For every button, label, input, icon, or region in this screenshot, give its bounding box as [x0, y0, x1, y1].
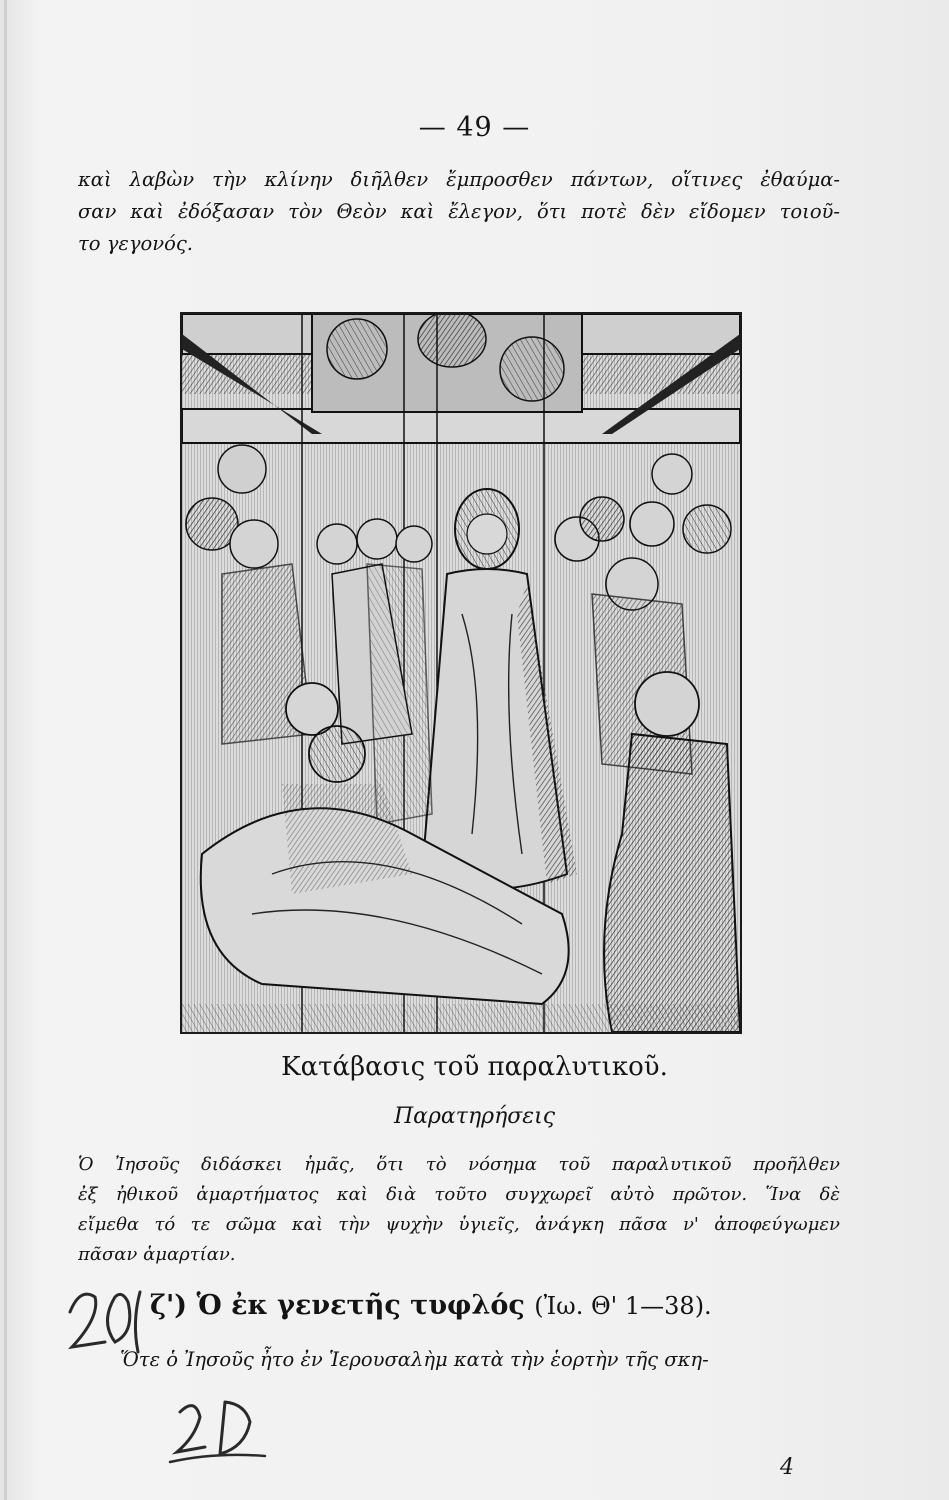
- roof-figure-3: [500, 337, 564, 401]
- paralytic-head: [309, 726, 365, 782]
- crowd-head-8: [580, 497, 624, 541]
- crowd-head-3: [230, 520, 278, 568]
- intro-line-2: σαν καὶ ἐδόξασαν τὸν Θεὸν καὶ ἔλεγον, ὅτι ποτὲ δὲν εἴδομεν τοιοῦ-: [78, 200, 840, 223]
- roof-figure-1: [327, 319, 387, 379]
- notes-heading: Παρατηρήσεις: [393, 1104, 556, 1129]
- crowd-head-12: [683, 505, 731, 553]
- central-figure-face: [467, 514, 507, 554]
- section-title: Ὁ ἐκ γενετῆς τυφλός: [196, 1290, 525, 1321]
- roof-beam: [182, 409, 740, 443]
- crowd-head-4: [317, 524, 357, 564]
- engraving-drawing: [182, 314, 740, 1032]
- crowd-head-11: [652, 454, 692, 494]
- notes-line-2: ἐξ ἠθικοῦ ἁμαρτήματος καὶ διὰ τοῦτο συγχωρεῖ αὐτὸ πρῶτον. Ἵνα δὲ: [78, 1184, 840, 1205]
- section-heading: [150, 1290, 712, 1321]
- section-number: ζ'): [150, 1290, 188, 1321]
- chapter-first-line: Ὅτε ὁ Ἰησοῦς ἦτο ἐν Ἱερουσαλὴμ κατὰ τὴν ἑορτὴν τῆς σκη-: [120, 1348, 709, 1371]
- page-edge: [4, 0, 7, 1500]
- crowd-head-1: [218, 445, 266, 493]
- intro-paragraph: [78, 164, 840, 260]
- seated-figure-head: [635, 672, 699, 736]
- engraving-illustration: [180, 312, 742, 1034]
- signature-mark: 4: [780, 1455, 794, 1480]
- notes-line-4: πᾶσαν ἁμαρτίαν.: [78, 1244, 236, 1265]
- intro-line-3: το γεγονός.: [78, 232, 193, 255]
- notes-line-3: εἴμεθα τό τε σῶμα καὶ τὴν ψυχὴν ὑγιεῖς, ἀνάγκη πᾶσα ν' ἀποφεύγωμεν: [78, 1214, 840, 1235]
- floor: [182, 1004, 740, 1032]
- crowd-head-10: [630, 502, 674, 546]
- section-reference: (Ἰω. Θ' 1—38).: [534, 1292, 712, 1320]
- notes-line-1: Ὁ Ἰησοῦς διδάσκει ἡμᾶς, ὅτι τὸ νόσημα τοῦ παραλυτικοῦ προῆλθεν: [78, 1154, 840, 1175]
- roof-figure-2: [418, 314, 486, 367]
- crowd-head-6: [396, 526, 432, 562]
- crowd-head-5: [357, 519, 397, 559]
- intro-line-1: καὶ λαβὼν τὴν κλίνην διῆλθεν ἔμπροσθεν πάντων, οἵτινες ἐθαύμα-: [78, 168, 840, 191]
- notes-paragraph: [78, 1150, 840, 1270]
- page-number: — 49 —: [418, 112, 531, 143]
- illustration-caption: Κατάβασις τοῦ παραλυτικοῦ.: [281, 1052, 668, 1082]
- handwritten-pen-stroke: [165, 1392, 275, 1472]
